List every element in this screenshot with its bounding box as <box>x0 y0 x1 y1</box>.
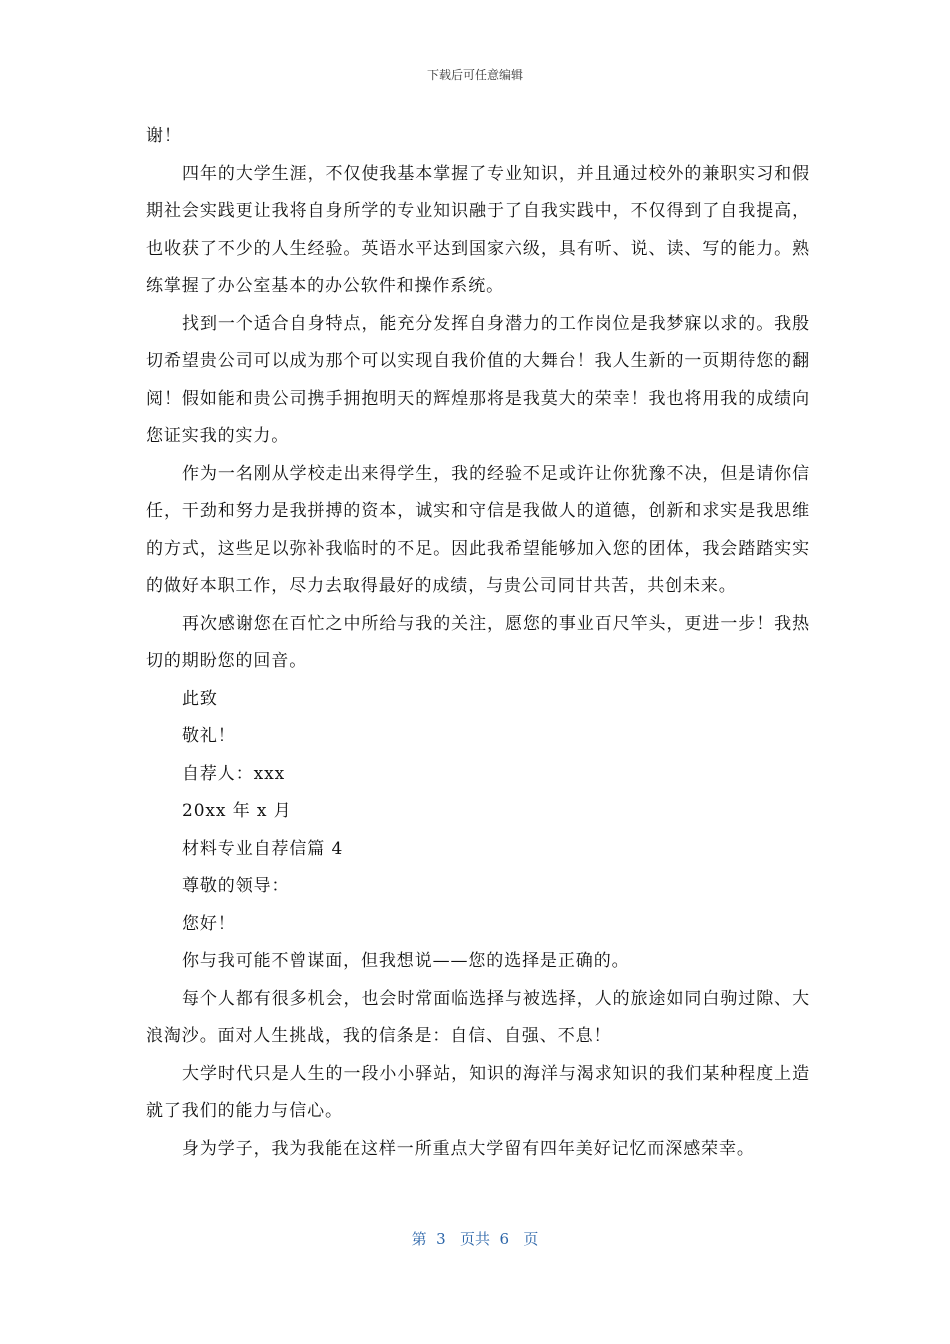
paragraph-14: 每个人都有很多机会，也会时常面临选择与被选择，人的旅途如同白驹过隙、大浪淘沙。面对人生挑战，我的信条是：自信、自强、不息！ <box>146 988 810 1046</box>
signature-line: 自荐人：xxx <box>182 763 286 784</box>
hello-line: 您好！ <box>182 913 236 934</box>
greeting-line: 尊敬的领导： <box>182 876 290 896</box>
paragraph-15: 大学时代只是人生的一段小小驿站，知识的海洋与渴求知识的我们某种程度上造就了我们的能力与信心。 <box>146 1063 810 1121</box>
page-number-footer: 第 3 页共 6 页 <box>411 1230 539 1248</box>
section-title: 材料专业自荐信篇 4 <box>182 838 344 859</box>
paragraph-2: 四年的大学生涯，不仅使我基本掌握了专业知识，并且通过校外的兼职实习和假期社会实践更让我将自身所学的专业知识融于了自我实践中，不仅得到了自我提高，也收获了不少的人生经验。英语水平达到国家六级，具有听、说、读、写的能力。熟练掌握了办公室基本的办公软件和操作系统。 <box>146 163 810 296</box>
paragraph-13: 你与我可能不曾谋面，但我想说——您的选择是正确的。 <box>182 951 630 971</box>
paragraph-5: 再次感谢您在百忙之中所给与我的关注，愿您的事业百尺竿头，更进一步！我热切的期盼您的回音。 <box>146 613 810 671</box>
paragraph-4: 作为一名刚从学校走出来得学生，我的经验不足或许让你犹豫不决，但是请你信任，干劲和努力是我拼搏的资本，诚实和守信是我做人的道德，创新和求实是我思维的方式，这些足以弥补我临时的不足。因此我希望能够加入您的团体，我会踏踏实实的做好本职工作，尽力去取得最好的成绩，与贵公司同甘共苦，共创未来。 <box>146 463 810 596</box>
page-header: 下载后可任意编辑 <box>426 68 523 82</box>
closing-salutation: 此致 <box>182 688 218 709</box>
paragraph-1: 谢！ <box>146 126 182 146</box>
closing-regards: 敬礼！ <box>182 726 236 746</box>
date-line: 20xx 年 x 月 <box>182 801 292 821</box>
paragraph-16: 身为学子，我为我能在这样一所重点大学留有四年美好记忆而深感荣幸。 <box>182 1138 755 1159</box>
document-body <box>146 118 810 1168</box>
paragraph-3: 找到一个适合自身特点，能充分发挥自身潜力的工作岗位是我梦寐以求的。我殷切希望贵公司可以成为那个可以实现自我价值的大舞台！我人生新的一页期待您的翻阅！假如能和贵公司携手拥抱明天的辉煌那将是我莫大的荣幸！我也将用我的成绩向您证实我的实力。 <box>146 313 810 446</box>
